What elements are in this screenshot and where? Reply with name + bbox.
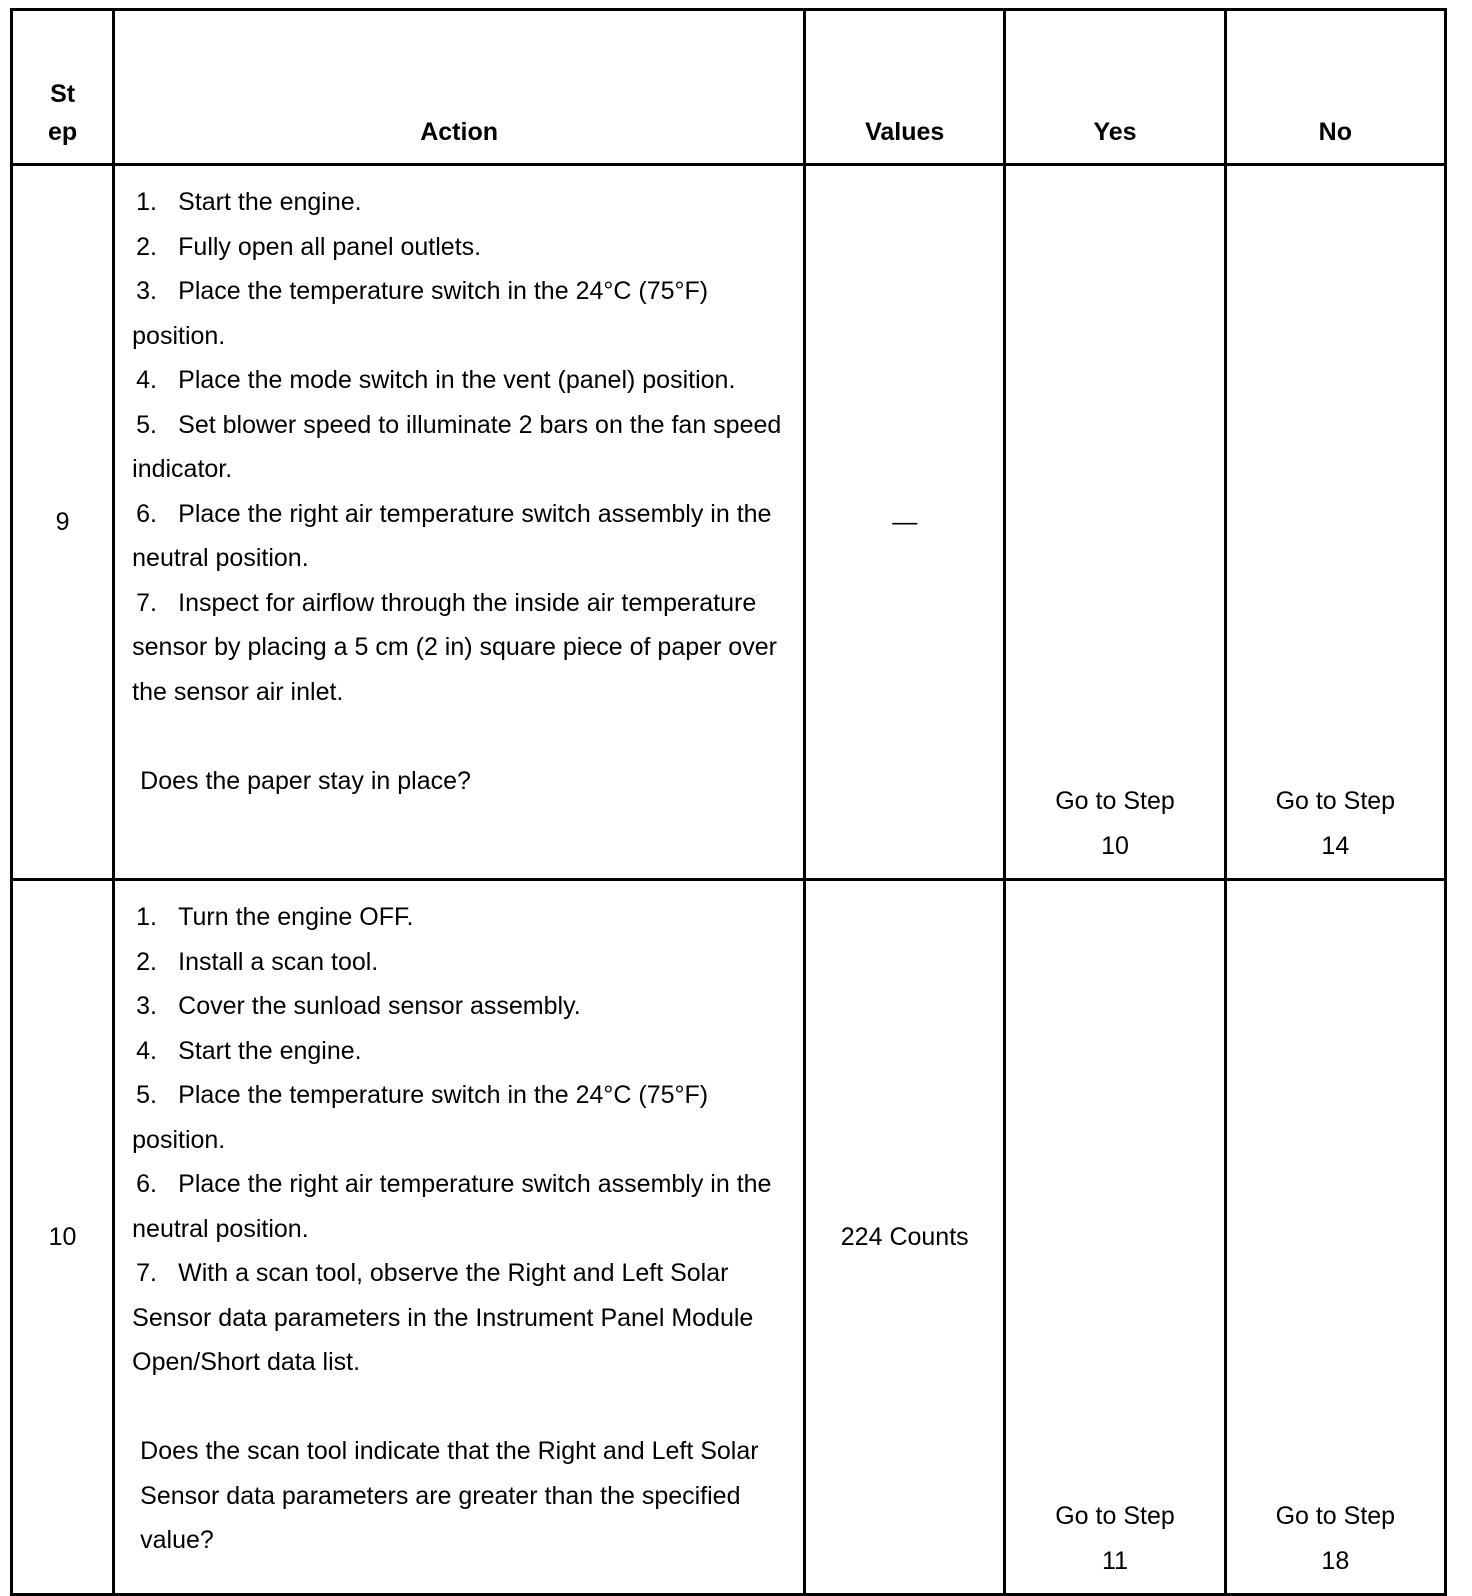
action-item-text: Inspect for airflow through the inside air temperature sensor by placing a 5 cm (2 in) square piece of paper over the sensor air inlet.: [132, 588, 777, 706]
no-go-to-label: Go to Step: [1275, 1502, 1396, 1530]
header-step-label: St ep: [47, 80, 78, 146]
action-item: [132, 180, 793, 225]
action-item-text: With a scan tool, observe the Right and Left Solar Sensor data parameters in the Instrument Panel Module Open/Short data list.: [132, 1259, 754, 1376]
values-cell: 224 Counts: [805, 880, 1005, 1595]
action-item-number: 5.: [136, 410, 157, 439]
step-number: 10: [12, 880, 114, 1595]
action-item: [132, 1162, 793, 1251]
yes-go-to-label: Go to Step: [1055, 1502, 1175, 1530]
action-item-number: 2.: [136, 947, 157, 976]
action-item-text: Start the engine.: [178, 1036, 362, 1065]
action-item-text: Cover the sunload sensor assembly.: [178, 992, 581, 1020]
action-item-number: 7.: [136, 588, 157, 617]
action-item-number: 6.: [136, 1170, 157, 1198]
no-cell: [1225, 165, 1445, 880]
header-values: Values: [805, 10, 1005, 165]
no-go-to-label: Go to Step: [1275, 787, 1396, 815]
action-item-number: 6.: [136, 499, 157, 528]
action-item-text: Fully open all panel outlets.: [178, 232, 482, 261]
values-cell: —: [805, 165, 1005, 880]
action-item-number: 3.: [136, 277, 157, 305]
action-item: [132, 492, 793, 581]
action-item: [132, 358, 793, 403]
action-item-text: Place the temperature switch in the 24°C (75°F) position.: [132, 1081, 709, 1154]
action-item-number: 5.: [136, 1081, 157, 1109]
action-item-text: Place the right air temperature switch assembly in the neutral position.: [132, 499, 772, 572]
action-item: [132, 895, 793, 940]
yes-go-to-label: Go to Step: [1055, 787, 1175, 815]
action-item: [132, 581, 793, 715]
action-item-number: 3.: [136, 992, 157, 1020]
action-item-number: 2.: [136, 232, 157, 261]
spacer: [132, 1385, 793, 1430]
diagnostic-table: [10, 8, 1447, 1596]
header-row: [12, 10, 1446, 165]
yes-cell: [1005, 880, 1225, 1595]
header-no: No: [1225, 10, 1445, 165]
table-row-step-10: [12, 880, 1446, 1595]
action-item: [132, 403, 793, 492]
yes-step-number: 10: [1101, 831, 1129, 860]
action-item: [132, 940, 793, 985]
action-item: [132, 984, 793, 1029]
action-item: [132, 225, 793, 270]
action-cell: [114, 165, 805, 880]
action-item-number: 7.: [136, 1259, 157, 1287]
action-item-number: 4.: [136, 1036, 157, 1065]
action-cell: [114, 880, 805, 1595]
action-item-number: 1.: [136, 188, 157, 216]
action-item-text: Set blower speed to illuminate 2 bars on the fan speed indicator.: [132, 410, 782, 483]
header-step: [12, 10, 114, 165]
action-item-number: 4.: [136, 366, 157, 394]
action-item-text: Start the engine.: [178, 188, 362, 216]
action-item: [132, 1251, 793, 1385]
action-item-text: Place the right air temperature switch assembly in the neutral position.: [132, 1170, 772, 1243]
no-step-number: 14: [1321, 831, 1350, 860]
header-action: Action: [114, 10, 805, 165]
action-item-number: 1.: [136, 903, 157, 931]
action-item: [132, 269, 793, 358]
spacer: [132, 714, 793, 759]
table-row-step-9: [12, 165, 1446, 880]
action-question: Does the scan tool indicate that the Right and Left Solar Sensor data parameters are greater than the specified value?: [140, 1437, 759, 1554]
yes-step-number: 11: [1102, 1546, 1128, 1575]
header-yes: Yes: [1005, 10, 1225, 165]
action-item-text: Turn the engine OFF.: [178, 903, 414, 931]
action-question: Does the paper stay in place?: [140, 766, 471, 795]
no-step-number: 18: [1321, 1546, 1350, 1575]
action-item-text: Place the temperature switch in the 24°C (75°F) position.: [132, 277, 709, 350]
action-item-text: Place the mode switch in the vent (panel) position.: [178, 366, 736, 394]
action-item: [132, 1073, 793, 1162]
yes-cell: [1005, 165, 1225, 880]
step-number: 9: [12, 165, 114, 880]
action-item: [132, 1029, 793, 1074]
no-cell: [1225, 880, 1445, 1595]
action-item-text: Install a scan tool.: [178, 947, 379, 976]
